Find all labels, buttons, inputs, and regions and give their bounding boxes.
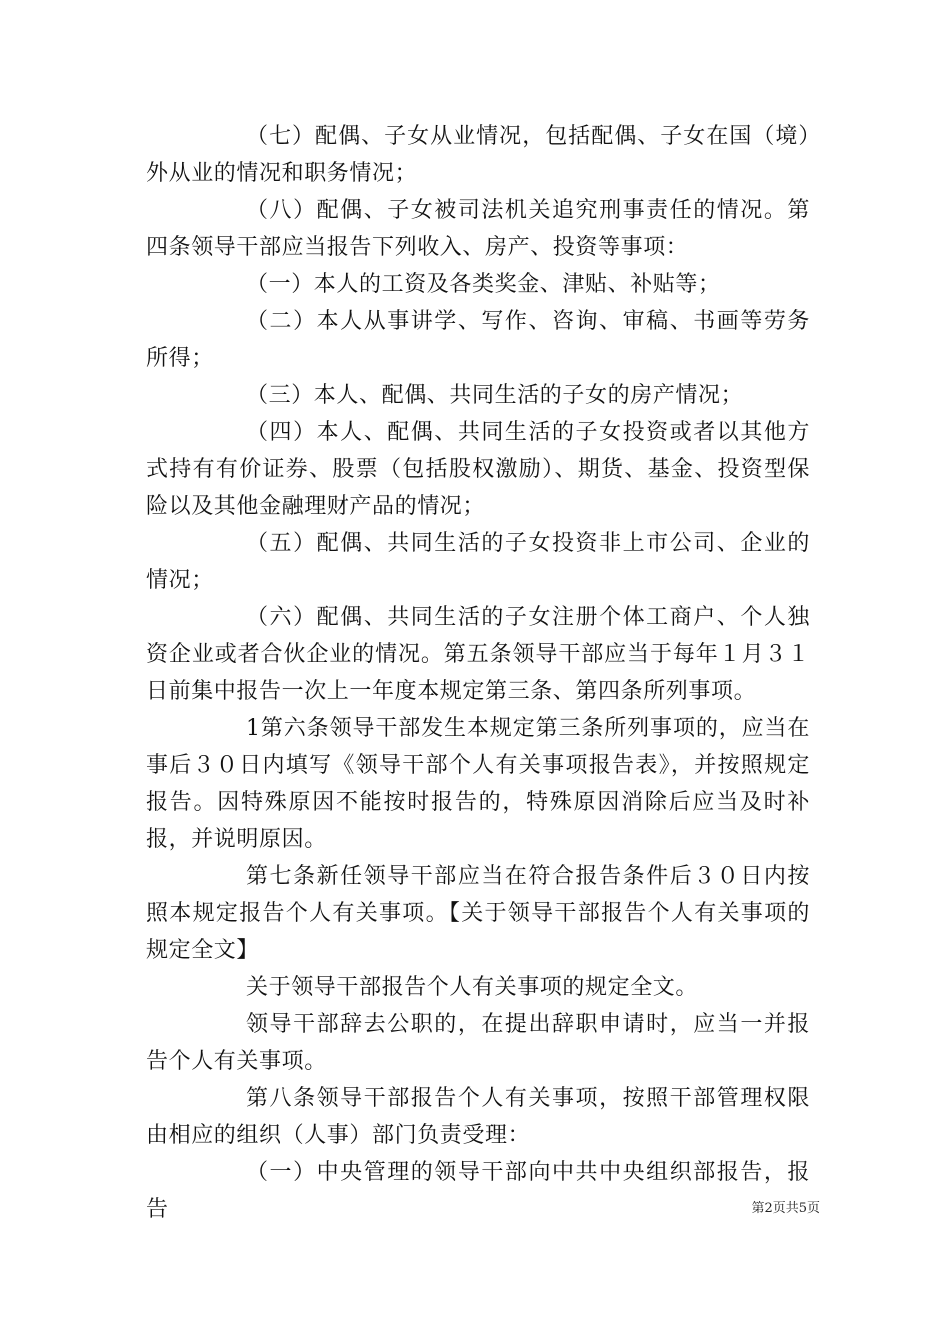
page-footer: [690, 1200, 820, 1218]
paragraph-1: （七）配偶、子女从业情况，包括配偶、子女在国（境）外从业的情况和职务情况；: [146, 124, 810, 186]
paragraph-10: 第七条新任领导干部应当在符合报告条件后３０日内按照本规定报告个人有关事项。【关于领导干部报告个人有关事项的规定全文】: [146, 864, 810, 963]
paragraph-8: （六）配偶、共同生活的子女注册个体工商户、个人独资企业或者合伙企业的情况。第五条领导干部应当于每年１月３１日前集中报告一次上一年度本规定第三条、第四条所列事项。: [146, 605, 810, 704]
paragraph-11: 关于领导干部报告个人有关事项的规定全文。: [246, 975, 699, 1000]
document-body: [146, 118, 810, 1228]
paragraph-2: （八）配偶、子女被司法机关追究刑事责任的情况。第四条领导干部应当报告下列收入、房产、投资等事项：: [146, 198, 810, 260]
paragraph-3: （一）本人的工资及各类奖金、津贴、补贴等；: [246, 272, 721, 297]
paragraph-7: （五）配偶、共同生活的子女投资非上市公司、企业的情况；: [146, 531, 810, 593]
page-number-label: 第2页共5页: [751, 1201, 820, 1216]
paragraph-9: 1第六条领导干部发生本规定第三条所列事项的，应当在事后３０日内填写《领导干部个人有关事项报告表》，并按照规定报告。因特殊原因不能按时报告的，特殊原因消除后应当及时补报，并说明原因。: [146, 716, 810, 852]
paragraph-6: （四）本人、配偶、共同生活的子女投资或者以其他方式持有有价证券、股票（包括股权激励）、期货、基金、投资型保险以及其他金融理财产品的情况；: [146, 420, 810, 519]
paragraph-12: 领导干部辞去公职的，在提出辞职申请时，应当一并报告个人有关事项。: [146, 1012, 810, 1074]
paragraph-4: （二）本人从事讲学、写作、咨询、审稿、书画等劳务所得；: [146, 309, 810, 371]
paragraph-5: （三）本人、配偶、共同生活的子女的房产情况；: [246, 383, 744, 408]
paragraph-14: （一）中央管理的领导干部向中共中央组织部报告，报告: [146, 1160, 810, 1222]
paragraph-13: 第八条领导干部报告个人有关事项，按照干部管理权限由相应的组织（人事）部门负责受理：: [146, 1086, 810, 1148]
